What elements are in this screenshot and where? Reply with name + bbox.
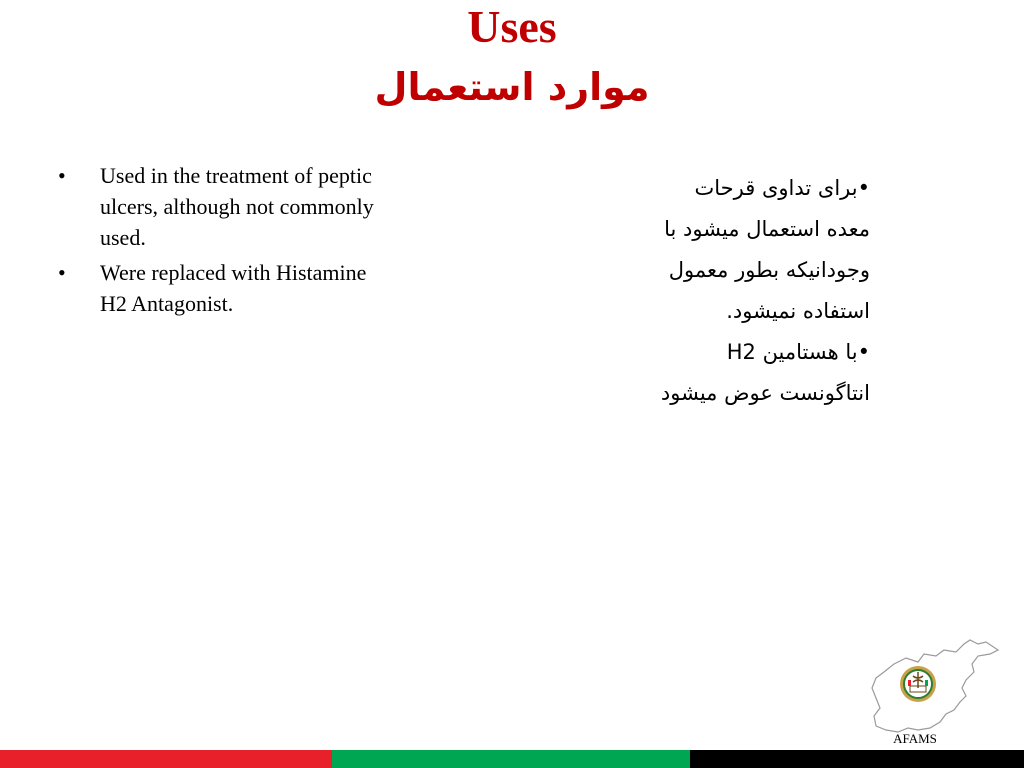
slide-title-persian: موارد استعمال: [374, 65, 650, 109]
bullet-icon: •: [58, 260, 66, 285]
flag-red-segment: [0, 750, 332, 768]
persian-line: انتاگونست عوض میشود: [660, 381, 870, 405]
flag-color-bar: [0, 750, 1024, 768]
slide-title-english: Uses: [467, 1, 557, 52]
persian-line: معده استعمال میشود با: [664, 217, 870, 241]
persian-line: استفاده نمیشود.: [726, 299, 870, 323]
english-bullet-item: [58, 160, 388, 253]
persian-line: وجودانیکه بطور معمول: [668, 258, 870, 282]
afams-label: AFAMS: [893, 731, 937, 746]
persian-line: •با هستامین H2: [726, 340, 870, 364]
english-bullet-text: Used in the treatment of peptic ulcers, although not commonly used.: [100, 163, 374, 250]
flag-green-segment: [332, 750, 690, 768]
persian-line: •برای تداوی قرحات: [694, 176, 870, 200]
english-bullet-text: Were replaced with Histamine H2 Antagonist.: [100, 260, 367, 316]
english-bullet-list: [58, 160, 388, 323]
english-bullet-item: [58, 257, 388, 319]
afghanistan-map-seal-icon: [866, 636, 1002, 736]
persian-bullet-list: [580, 168, 870, 414]
flag-black-segment: [690, 750, 1024, 768]
bullet-icon: •: [58, 163, 66, 188]
